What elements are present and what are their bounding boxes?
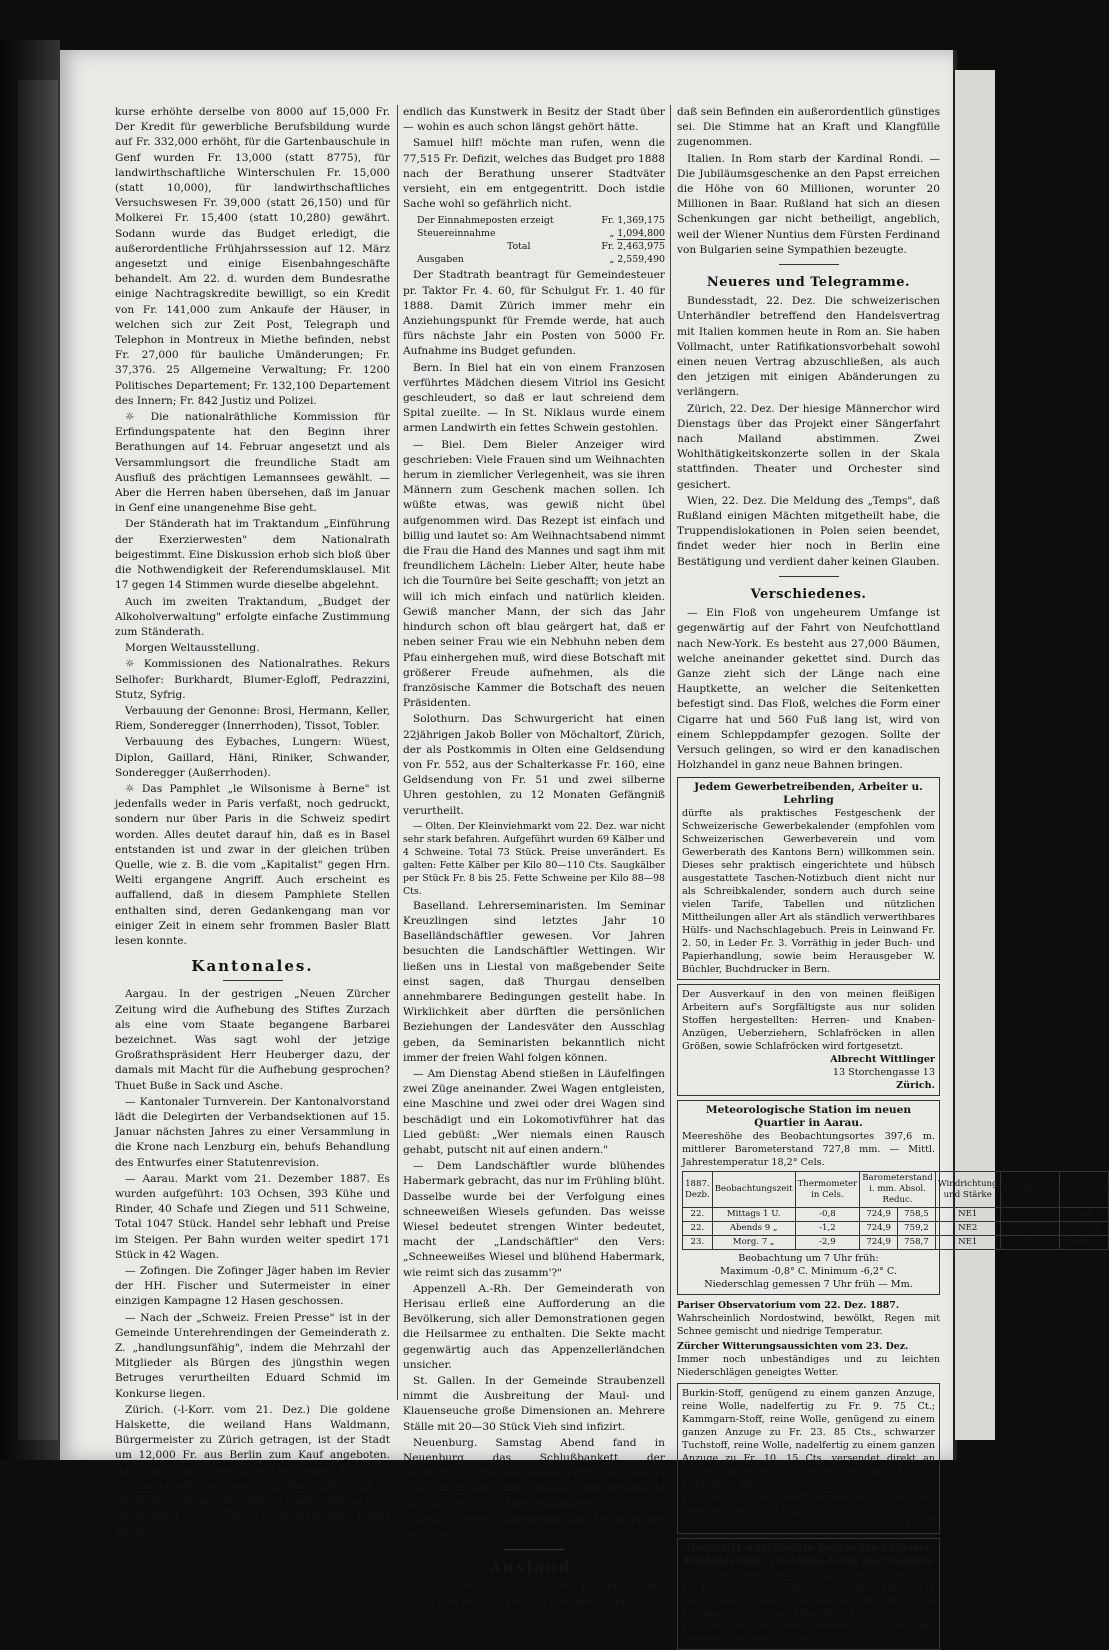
divider [223,980,283,981]
article-baselland: Baselland. Lehrerseminaristen. Im Seminar Kreuzlingen sind letztes Jahr 10 Baselländschäftler gewesen. Vor Jahren besuchten die Landschäftler Wettingen. Wir ließen uns in Liestal von maßgebender Seite einst sagen, daß Thurgau denselben annehmbarere Bedingungen gestellt habe. In Wirklichkeit aber dürften die persönlichen Beziehungen der Landesväter den Ausschlag geben, da Seminaristen bekanntlich nicht immer der freien Wahl folgen können. [403,899,665,1064]
ad-buxkin-stoff: Burkin-Stoff, genügend zu einem ganzen Anzuge, reine Wolle, nadelfertig zu Fr. 9. 75 Ct.; Kammgarn-Stoff, reine Wolle, genügend zu einem ganzen Anzuge zu Fr. 23. 85 Cts., schwarzer Tuchstoff, reine Wolle, nadelfertig zu einem ganzen Anzuge zu Fr. 10. 15 Cts. versendet direkt an Private portofrei in's Haus Dettinger & Co., Centralhof, Zürich. P. S. Muster-Collectionen bereitwilligst franco und neueste Modebilder gratis. [4793 [677,1383,940,1534]
article-neuenburg: Neuenburg. Samstag Abend fand in Neuenburg das Schlußbankett der landwirthschaftlichen Ausstellung statt, wobei u. A. die tessinischen Nationalräthe Bernasconi und Stoppani als Gäste beiwohnten. [403,1436,665,1510]
article-zofingen: — Zofingen. Die Zofinger Jäger haben im Revier der HH. Fischer und Sutermeister in einer einzigen Kampagne 12 Hasen geschossen. [115,1265,390,1308]
weather-row: 22. Mittags 1 U. -0,8 724,9 758,5 NE1 65 hell [683,1208,1109,1222]
article-turnverein: — Kantonaler Turnverein. Der Kantonalvorstand lädt die Delegirten der Verbandsektionen auf 15. Januar nächsten Jahres zu einer Versammlung in die Krone nach Lenzburg ein, behufs Behandlung des Entwurfes einer Statutenrevision. [115,1095,390,1169]
zurich-forecast: Zürcher Witterungsaussichten vom 23. Dez. Immer noch unbeständiges und zu leichten Niederschlägen geneigtes Wetter. [677,1341,940,1379]
article-staenderath: Der Ständerath hat im Traktandum „Einführung der Exerzierwesten" dem Nationalrath beigestimmt. Eine Diskussion erhob sich bloß über die Nothwendigkeit der Referendumsklausel. Mit 17 gegen 14 Stimmen wurde dieselbe abgelehnt. [115,518,390,592]
article-italien: Italien. In Rom starb der Kardinal Rondi. — Die Jubiläumsgeschenke an den Papst erreichen die Höhe von 60 Millionen, worunter 20 Millionen in Baar. Rußland hat sich an diesen Schenkungen gar nicht betheiligt, angeblich, weil der Wiener Nuntius dem Fürsten Ferdinand von Bulgarien seine Sympathien bezeugte. [677,152,940,256]
budget-row: Ausgaben „ 2,559,490 [417,254,665,266]
weather-row: 22. Abends 9 „ -1,2 724,9 759,2 NE2 60 dunstig [683,1222,1109,1236]
weather-table: 1887. Dezb. Beobachtungszeit Thermometer in Cels. Barometerstand i. mm. Absol. Reduc. Windrichtung und Stärke Feuchtigkeit Witterung 22. Mittags 1 U. -0,8 724,9 758,5 NE1 65 hell 22. Abends 9 „ -1,2 724,9 759,2 NE2 60 dunstig 23. Morg. 7 „ -2,9 724,9 758,7 NE1 58 bewölkt. [682,1171,1109,1250]
article-patent-commission: ☼ Die nationalräthliche Kommission für Erfindungspatente hat den Beginn ihrer Berathungen auf 14. Februar angesetzt und als Versammlungsort die freundliche Stadt am Ausfluß des prächtigen Lemannsees gewählt. — Aber die Herren haben übersehen, daß im Januar in Genf eine unangenehme Bise geht. [115,411,390,515]
column-rule-1 [397,105,398,1400]
article-floss: — Ein Floß von ungeheurem Umfange ist gegenwärtig auf der Fahrt von Neufchottland nach New-York. Es besteht aus 27,000 Bäumen, welche aneinander gekettet sind. Durch das Ganze zieht sich der Länge nach eine Hauptkette, an welcher die Seitenketten befestigt sind. Das Floß, welches die Form einer Cigarre hat und 560 Fuß lang ist, wird von einem Schleppdampfer gezogen. Sollte der Versuch gelingen, so wird er den kanadischen Holzhandel in ganz neue Bahnen bringen. [677,607,940,772]
article-aargau: Aargau. In der gestrigen „Neuen Zürcher Zeitung wird die Aufhebung des Stiftes Zurzach als eine vom Staate begangene Barbarei bezeichnet. Was sagt wohl der jetzige Großrathspräsident Herr Heuberger dazu, der damals mit Macht für die Aufhebung gesprochen? Thuet Buße in Sack und Asche. [115,988,390,1092]
column-2 [403,105,665,1608]
article-olten: — Olten. Der Kleinviehmarkt vom 22. Dez. war nicht sehr stark befahren. Aufgeführt wurden 69 Kälber und 4 Schweine. Total 73 Stück. Preise unverändert. Es galten: Fette Kälber per Kilo 80—110 Cts. Saugkälber per Stück Fr. 8 bis 25. Fette Schweine per Kilo 88—98 Cts. [403,820,665,897]
ad-gewerbekalender: Jedem Gewerbetreibenden, Arbeiter u. Lehrling dürfte als praktisches Festgeschenk der Schweizerische Gewerbekalender (empfohlen vom Schweizerischen Gewerbeverein und vom Gewerberath des Kantons Bern) willkommen sein. Dieses sehr praktisch eingerichtete und hübsch ausgestattete Taschen-Notizbuch dient nicht nur als Schreibkalender, sondern auch durch seine vielen Tarife, Tabellen und nützlichen Mittheilungen aller Art als ständlich verwerthbares Hülfs- und Nachschlagebuch. Preis in Leinwand Fr. 2. 50, in Leder Fr. 3. Vorräthig in jeder Buch- und Papierhandlung, sowie beim Herausgeber W. Büchler, Buchdrucker in Bern. [677,777,940,980]
article-habermark: — Dem Landschäftler wurde blühendes Habermark gebracht, das nur im Frühling blüht. Dasselbe wurde bei der Verfolgung eines schneeweißen Wiesels gefunden. Das weisse Wiesel bedeutet strengen Winter bedeutet, macht der „Landschäftler" den Vers: „Schneeweißes Wiesel und blühend Habermark, wie reimt sich das zusamm'?" [403,1160,665,1279]
article-biel: — Biel. Dem Bieler Anzeiger wird geschrieben: Viele Frauen sind um Weihnachten herum in ziemlicher Verlegenheit, was sie ihren Männern zum Geschenk machen sollen. Ich wüßte etwas, was gewiß nicht übel aufgenommen wird. Das Rezept ist einfach und billig und lautet so: Am Weihnachtsabend nimmt die Frau die Hand des Mannes und sagt ihm mit freundlichem Lächeln: Lieber Alter, heute habe ich die Tournüre bei Seite geschafft; von jetzt an will ich mich einfach und natürlich kleiden. Gewiß mancher Mann, der sich das Jahr hindurch schon oft blau geärgert hat, daß er neben seiner Frau wie ein Nebhuhn neben dem Pfau einhergehen muß, wird diese Botschaft mit größerer Freude aufnehmen, als die französische Kammer die Botschaft des neuen Präsidenten. [403,438,665,710]
article-kommissionen: ☼ Kommissionen des Nationalrathes. Rekurs Selhofer: Burkhardt, Blumer-Egloff, Pedrazzini, Stutz, Syfrig. [115,658,390,701]
section-heading-kantonales: Kantonales. [191,957,314,976]
section-heading-neueres: Neueres und Telegramme. [706,275,911,291]
column-1 [115,105,390,1538]
article-bundesstadt: Bundesstadt, 22. Dez. Die schweizerischen Unterhändler betreffend den Handelsvertrag mit Italien kommen heute in Rom an. Sie haben Vollmacht, unter Ratifikationsvorbehalt sowohl einen neuen Vertrag abzuschließen, als auch den jetzigen mit einigen Abänderungen zu verlängern. [677,295,940,399]
article-defizit: Samuel hilf! möchte man rufen, wenn die 77,515 Fr. Defizit, welches das Budget pro 1888 nach der Berathung unserer Stadtväter versieht, ein em entgegentritt. Doch istdie Sache wohl so gefährlich nicht. [403,137,665,211]
article-unterehrendingen: — Nach der „Schweiz. Freien Presse" ist in der Gemeinde Unterehrendingen der Gemeinderath z. Z. „handlungsunfähig", indem die Mehrzahl der Mitglieder als Bürgen des jüngsthin wegen Betruges verurtheilten Eduard Schmid im Konkurse liegen. [115,1311,390,1400]
article-kronprinz-cont: daß sein Befinden ein außerordentlich günstiges sei. Die Stimme hat an Kraft und Klangfülle zugenommen. [677,106,940,149]
article-deutschland: Deutschland. Der deutsche Kronprinz läßt durch den Hofrath Dr. Teschow ankünden, [403,1580,665,1608]
article-laeufelfingen: — Am Dienstag Abend stießen in Läufelfingen zwei Züge aneinander. Zwei Wagen entgleisten, eine Maschine und zwei oder drei Wagen sind beschädigt und ein Lokomotivführer hat das Lied gebüßt: „Wer niemals einen Rausch gehabt, putscht nit auf einen andern." [403,1067,665,1156]
budget-row: Der Einnahmeposten erzeigt Fr. 1,369,175 [417,215,665,227]
column-rule-2 [670,105,671,1400]
article-stadtrath: Der Stadtrath beantragt für Gemeindesteuer pr. Taktor Fr. 4. 60, für Schulgut Fr. 1. 40 für 1888. Damit Zürich immer mehr ein Anziehungspunkt für Fremde werde, hat auch fürs nächste Jahr ein Posten von 5000 Fr. Aufnahme ins Budget gefunden. [403,269,665,358]
article-eybach: Verbauung des Eybaches, Lungern: Wüest, Diplon, Gaillard, Häni, Riniker, Schwander, Sonderegger (Außerrhoden). [115,736,390,779]
paris-observatory: Pariser Observatorium vom 22. Dez. 1887. Wahrscheinlich Nordostwind, bewölkt, Regen mit Schnee gemischt und niedrige Temperatur. [677,1300,940,1338]
budget-row: Total Fr. 2,463,975 [507,241,665,253]
divider [779,264,839,265]
ad-foulardstoffe: Garantirt waschächte bedruckte Elsässer Foulardstoffe, Cretonne-forte und Zephirs in vorzüglichster Qualität à 24 Ct. per Elle oder 40 Ct. per Meter versenden in einzelnen Metern, in den, sowie in ganzen Stücken portofrei in's Haus Dettinger & Co., Centralhof, Zürich. P. S. Muster-Collectionen bereitwilligst franco und neueste Modebilder gratis. [677,1538,940,1650]
divider [504,1549,564,1550]
article-kunstwerk: endlich das Kunstwerk in Besitz der Stadt über — wohin es auch schon längst gehört hätte. [403,106,665,134]
divider [779,576,839,577]
ad-ausverkauf: Der Ausverkauf in den von meinen fleißigen Arbeitern auf's Sorgfältigste aus nur soliden Stoffen hergestellten: Herren- und Knaben-Anzügen, Ueberziehern, Schlafröcken in allen Größen, sowie Schlafröcken wird fortgesetzt. Albrecht Wittlinger 13 Storchengasse 13 Zürich. [677,984,940,1096]
previous-page-edge [18,80,58,1440]
article-aarau-markt: — Aarau. Markt vom 21. Dezember 1887. Es wurden aufgeführt: 103 Ochsen, 393 Kühe und Rinder, 40 Schafe und Ziegen und 511 Schweine, Total 1047 Stück. Handel sehr lebhaft und Preise im Steigen. Per Bahn wurden weiter spedirt 171 Stück in 42 Wagen. [115,1172,390,1261]
article-genonne: Verbauung der Genonne: Brosi, Hermann, Keller, Riem, Sonderegger (Innerrhoden), Tissot, Tobler. [115,704,390,733]
article-bern: Bern. In Biel hat ein von einem Franzosen verführtes Mädchen diesem Vitriol ins Gesicht geschleudert, so daß er laut schreiend dem Spital zueilte. — In St. Niklaus wurde einem armen Landwirth ein fettes Schwein gestohlen. [403,361,665,435]
budget-table [417,214,665,266]
article-wien: Wien, 22. Dez. Die Meldung des „Temps", daß Rußland einigen Mächten mitgetheilt habe, die Truppendislokationen in Polen seien beendet, findet weder hier noch in Berlin eine Bestätigung und verdient daher keinen Glauben. [677,494,940,568]
article-genf: Genf. Carteret übernimmt das Departement des Innern. [403,1513,665,1542]
article-weltausstellung: Morgen Weltausstellung. [125,642,260,655]
weather-row: 23. Morg. 7 „ -2,9 724,9 758,7 NE1 58 bewölkt. [683,1236,1109,1250]
budget-row: Steuereinnahme „ 1,094,800 [417,228,665,240]
article-appenzell: Appenzell A.-Rh. Der Gemeinderath von Herisau erließ eine Aufforderung an die Bevölkerung, sich aller Demonstrationen gegen die Heilsarmee zu enthalten. Die Sekte macht gegenwärtig auch das Appenzellerländchen unsicher. [403,1282,665,1371]
column-3 [677,105,1107,1646]
article-zuerich: Zürich. (-l-Korr. vom 21. Dez.) Die goldene Halskette, die weiland Hans Waldmann, Bürgermeister zu Zürich getragen, ist der Stadt um 12,000 Fr. aus Berlin zum Kauf angeboten. Jetzt sind aus freiwilligen Beiträgen 4860 Fr. zusammengeflossen und der Stadtrath wird in nächster Sitzung zweifellos einen Antrag auf Bewilligung von 7500 Fr. genehmigen. Damit ginge [115,1403,390,1538]
article-maennerchor: Zürich, 22. Dez. Der hiesige Männerchor wird Dienstags über das Projekt einer Sängerfahrt nach Mailand abstimmen. Zwei Wohlthätigkeitskonzerte sollen in der Skala stattfinden. Theater und Orchester sind gesichert. [677,402,940,491]
weather-station: Meteorologische Station im neuen Quartier in Aarau. Meereshöhe des Beobachtungsortes 397,6 m. mittlerer Barometerstand 727,8 mm. — Mittl. Jahrestemperatur 18,2° Cels. 1887. Dezb. Beobachtungszeit Thermometer in Cels. Barometerstand i. mm. Absol. Reduc. Windrichtung und Stärke Feuchtigkeit Witterung 22. Mittags 1 U. -0,8 724,9 758,5 NE1 65 hell 22. Abends 9 „ -1,2 724,9 759,2 NE2 60 dunstig 23. Morg. 7 „ -2,9 724,9 758,7 NE1 58 bewölkt. Beobachtung um 7 Uhr früh: Maximum -0,8° C. Minimum -6,2° C. Niederschlag gemessen 7 Uhr früh — Mm. [677,1100,940,1295]
section-heading-verschiedenes: Verschiedenes. [750,586,867,602]
article-pamphlet: ☼ Das Pamphlet „le Wilsonisme à Berne" ist jedenfalls weder in Paris verfaßt, noch gedruckt, sondern nur über Paris in die Schweiz spedirt worden. Alles deutet darauf hin, daß es in Basel entstanden ist und zwar in der gleichen trüben Quelle, wie z. B. die vom „Kapitalist" gegen Hrn. Welti ergangene Angriff. Auch erscheint es auffallend, daß in diesem Pamphlete Stellen enthalten sind, deren Gedankengang man vor einiger Zeit in einem sehr frommen Basler Blatt lesen konnte. [115,782,390,947]
article-st-gallen: St. Gallen. In der Gemeinde Straubenzell nimmt die Ausbreitung der Maul- und Klauenseuche große Dimensionen an. Mehrere Ställe mit 20—30 Stück Vieh sind infizirt. [403,1375,665,1433]
article-solothurn: Solothurn. Das Schwurgericht hat einen 22jährigen Jakob Boller von Möchaltorf, Zürich, der als Postkommis in Olten eine Geldsendung von Fr. 552, aus der Schalterkasse Fr. 160, eine Geldsendung von Fr. 51 und zwei silberne Uhren gestohlen, zu 12 Monaten Gefängniß verurtheilt. [403,713,665,817]
article-alkohol: Auch im zweiten Traktandum, „Budget der Alkoholverwaltung" erfolgte einfache Zustimmung zum Ständerath. [115,595,390,638]
article-budget: kurse erhöhte derselbe von 8000 auf 15,000 Fr. Der Kredit für gewerbliche Berufsbildung wurde auf Fr. 332,000 erhöht, für die Gartenbauschule in Genf wurden Fr. 13,000 (statt 8775), für landwirthschaftliche Winterschulen Fr. 15,000 (statt 10,000), für landwirthschaftliches Versuchswesen Fr. 39,000 (statt 26,150) und für Molkerei Fr. 15,400 (statt 10,280) gewährt. Sodann wurde das Budget erledigt, die außerordentliche Frühjahrssession auf 12. März angesetzt und einige Eisenbahngeschäfte behandelt. Am 22. d. wurden dem Bundesrathe einige Nachtragskredite bewilligt, so ein Kredit von Fr. 141,000 zum Ankaufe der Häuser, in welchen sich zur Zeit Post, Telegraph und Telephon in Montreux in Miethe befinden, nebst Fr. 27,000 für bauliche Umänderungen; Fr. 37,376. 25 Allgemeine Verwaltung; Fr. 1200 Politisches Departement; Fr. 132,100 Departement des Innern; Fr. 842 Justiz und Polizei. [115,106,390,407]
section-heading-ausland: Ausland. [489,1558,579,1577]
